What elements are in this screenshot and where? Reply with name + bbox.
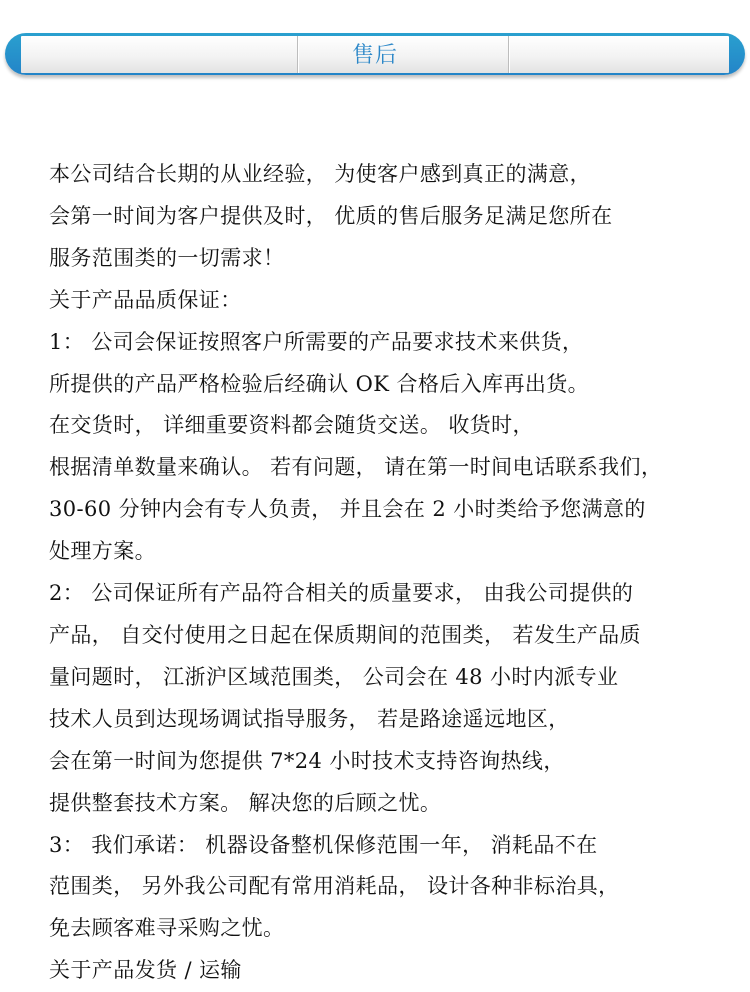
banner-panel: [21, 36, 729, 73]
paragraph-line: 3： 我们承诺： 机器设备整机保修范围一年， 消耗品不在: [49, 832, 598, 857]
paragraph-line: 根据清单数量来确认。 若有问题， 请在第一时间电话联系我们，: [49, 455, 663, 480]
paragraph-line: 技术人员到达现场调试指导服务， 若是路途遥远地区，: [49, 706, 570, 731]
paragraph-line: 产品， 自交付使用之日起在保质期间的范围类， 若发生产品质: [49, 622, 641, 647]
shipping-heading: 关于产品发货 / 运输: [49, 958, 242, 983]
paragraph-line: 会在第一时间为您提供 7*24 小时技术支持咨询热线，: [49, 748, 565, 773]
quality-heading: 关于产品品质保证：: [49, 287, 242, 312]
paragraph-line: 量问题时， 江浙沪区域范围类， 公司会在 48 小时内派专业: [49, 664, 619, 689]
paragraph-line: 本公司结合长期的从业经验， 为使客户感到真正的满意，: [49, 162, 592, 186]
paragraph-line: 会第一时间为客户提供及时， 优质的售后服务足满足您所在: [49, 203, 613, 228]
paragraph-line: 服务范围类的一切需求！: [49, 245, 285, 270]
paragraph-line: 所提供的产品严格检验后经确认 OK 合格后入库再出货。: [49, 371, 590, 396]
after-sales-text: [49, 154, 749, 992]
paragraph-line: 处理方案。: [49, 539, 156, 564]
paragraph-line: 30-60 分钟内会有专人负责， 并且会在 2 小时类给予您满意的: [49, 497, 646, 522]
paragraph-line: 提供整套技术方案。 解决您的后顾之忧。: [49, 790, 442, 815]
paragraph-line: 1： 公司会保证按照客户所需要的产品要求技术来供货，: [49, 329, 584, 354]
paragraph-line: 在交货时， 详细重要资料都会随货交送。 收货时，: [49, 413, 534, 438]
section-header-banner: [5, 33, 745, 75]
section-title: 售后: [351, 43, 398, 68]
paragraph-line: 免去顾客难寻采购之忧。: [49, 916, 285, 941]
paragraph-line: 范围类， 另外我公司配有常用消耗品， 设计各种非标治具，: [49, 874, 620, 899]
paragraph-line: 2： 公司保证所有产品符合相关的质量要求， 由我公司提供的: [49, 581, 634, 606]
